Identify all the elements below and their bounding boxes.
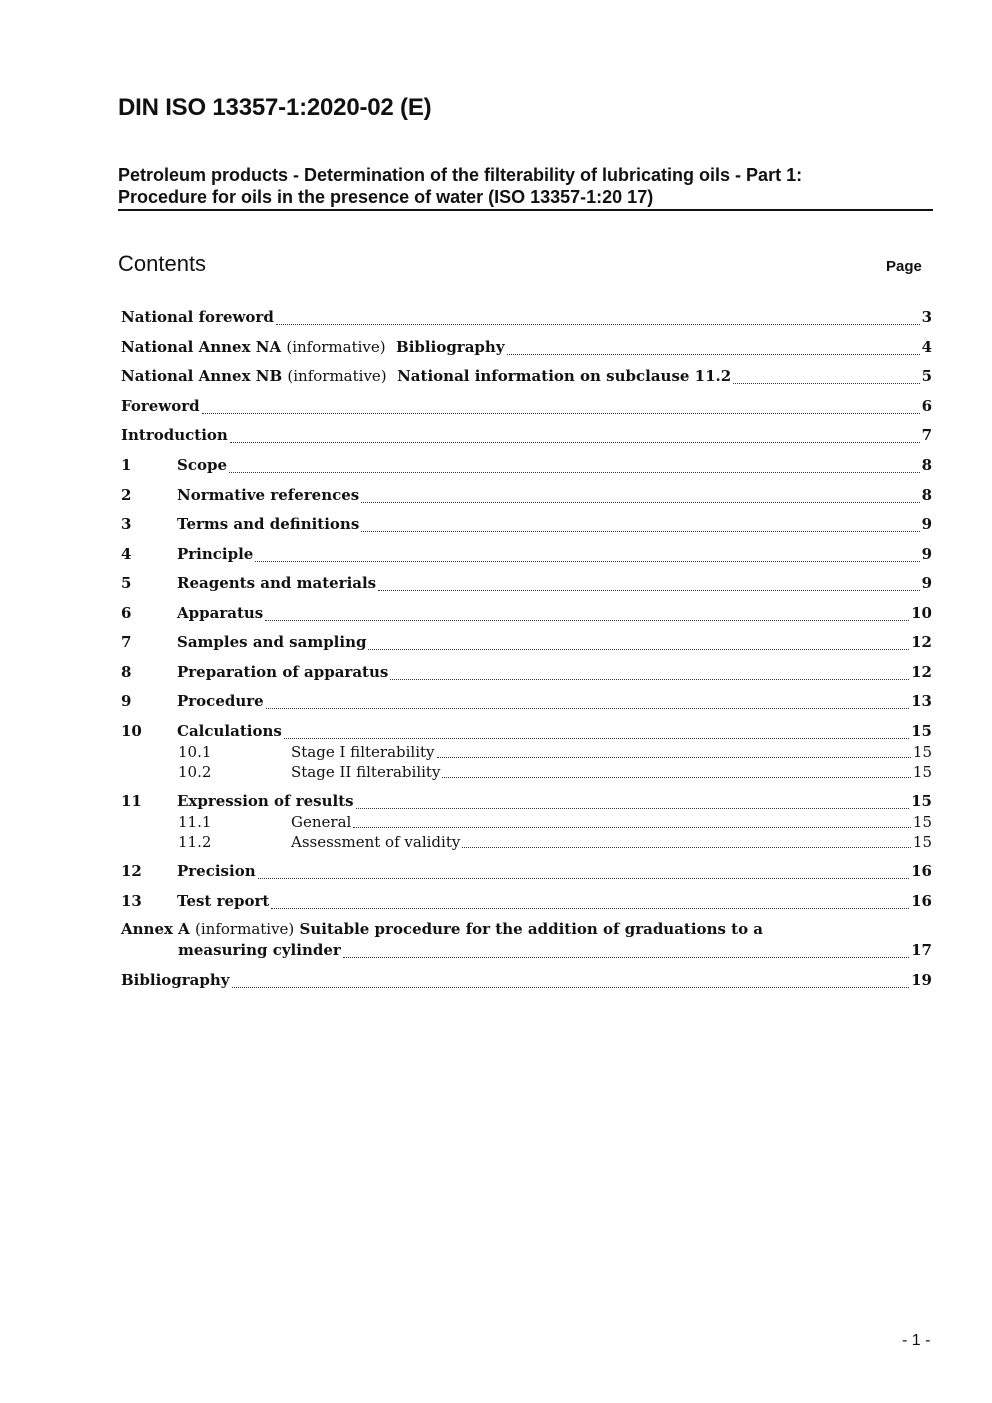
toc-entry-page: 16 [911, 862, 932, 880]
toc-entry-label: Stage I filterability [291, 743, 435, 761]
toc-entry-label: General [291, 813, 352, 831]
toc-entry-label: Samples and sampling [177, 633, 367, 651]
toc-entry-scope[interactable] [121, 456, 932, 478]
dot-leader [258, 877, 910, 879]
toc-entry-reagents-and-materials[interactable] [121, 574, 932, 596]
toc-entry-page: 17 [911, 941, 932, 959]
dot-leader [368, 648, 909, 650]
toc-entry-label: Precision [177, 862, 256, 880]
dot-leader [361, 501, 919, 503]
toc-entry-expression-of-results[interactable] [121, 792, 932, 814]
toc-entry-apparatus[interactable] [121, 604, 932, 626]
toc-entry-label: National Annex NA (informative) Bibliography [121, 338, 505, 356]
dot-leader [437, 756, 911, 758]
toc-entry-number: 6 [121, 604, 132, 622]
toc-entry-page: 9 [921, 545, 932, 563]
toc-entry-national-annex-nb[interactable] [121, 367, 932, 389]
toc-entry-samples-and-sampling[interactable] [121, 633, 932, 655]
toc-entry-number: 3 [121, 515, 132, 533]
toc-entry-annex-a[interactable] [121, 941, 932, 963]
dot-leader [230, 441, 920, 443]
toc-entry-principle[interactable] [121, 545, 932, 567]
toc-entry-label: Procedure [177, 692, 264, 710]
toc-entry-label: Expression of results [177, 792, 354, 810]
dot-leader [271, 907, 909, 909]
toc-entry-page: 16 [911, 892, 932, 910]
toc-entry-annex-a-line-1[interactable]: Annex A (informative) Suitable procedure for the addition of graduations to a [121, 920, 764, 938]
dot-leader [733, 382, 919, 384]
toc-entry-page: 15 [912, 743, 932, 761]
toc-entry-page: 7 [921, 426, 932, 444]
toc-entry-number: 2 [121, 486, 132, 504]
toc-entry-page: 5 [921, 367, 932, 385]
toc-entry-page: 15 [911, 722, 932, 740]
toc-entry-bibliography[interactable] [121, 971, 932, 993]
dot-leader [361, 530, 919, 532]
toc-entry-number: 10.1 [178, 743, 212, 761]
toc-entry-number: 1 [121, 456, 132, 474]
toc-subentry-stage-i-filterability[interactable] [121, 743, 932, 763]
dot-leader [265, 619, 909, 621]
dot-leader [255, 560, 919, 562]
toc-entry-page: 9 [921, 574, 932, 592]
toc-entry-terms-and-definitions[interactable] [121, 515, 932, 537]
toc-entry-number: 5 [121, 574, 132, 592]
dot-leader [462, 846, 911, 848]
toc-entry-number: 7 [121, 633, 132, 651]
subtitle-line-1: Petroleum products - Determination of the filterability of lubricating oils - Part 1: [118, 165, 803, 185]
toc-entry-foreword[interactable] [121, 397, 932, 419]
toc-entry-label: Scope [177, 456, 228, 474]
dot-leader [390, 678, 909, 680]
toc-entry-number: 11 [121, 792, 142, 810]
toc-entry-procedure[interactable] [121, 692, 932, 714]
dot-leader [276, 323, 920, 325]
dot-leader [442, 776, 910, 778]
toc-entry-number: 11.1 [178, 813, 212, 831]
toc-entry-label: Preparation of apparatus [177, 663, 389, 681]
dot-leader [353, 826, 911, 828]
dot-leader [343, 956, 909, 958]
toc-entry-page: 3 [921, 308, 932, 326]
page-column-heading: Page [886, 258, 922, 275]
toc-subentry-stage-ii-filterability[interactable] [121, 763, 932, 783]
toc-entry-page: 12 [911, 633, 932, 651]
document-subtitle [118, 164, 933, 211]
toc-entry-label: Foreword [121, 397, 200, 415]
toc-entry-label: Calculations [177, 722, 282, 740]
toc-entry-number: 8 [121, 663, 132, 681]
toc-entry-preparation-of-apparatus[interactable] [121, 663, 932, 685]
toc-entry-page: 15 [912, 813, 932, 831]
dot-leader [284, 737, 909, 739]
dot-leader [356, 807, 910, 809]
toc-entry-label: Normative references [177, 486, 360, 504]
toc-entry-test-report[interactable] [121, 892, 932, 914]
toc-entry-number: 10 [121, 722, 142, 740]
toc-entry-number: 12 [121, 862, 142, 880]
toc-entry-national-foreword[interactable] [121, 308, 932, 330]
toc-entry-page: 8 [921, 456, 932, 474]
toc-entry-label: measuring cylinder [178, 941, 341, 959]
toc-entry-label: Apparatus [177, 604, 264, 622]
document-title: DIN ISO 13357-1:2020-02 (E) [118, 94, 432, 121]
toc-entry-label: Bibliography [121, 971, 230, 989]
toc-entry-label: National foreword [121, 308, 274, 326]
toc-entry-page: 15 [911, 792, 932, 810]
toc-entry-number: 11.2 [178, 833, 212, 851]
dot-leader [202, 412, 920, 414]
toc-subentry-general[interactable] [121, 813, 932, 833]
toc-entry-page: 6 [921, 397, 932, 415]
dot-leader [507, 353, 920, 355]
toc-entry-label: Test report [177, 892, 270, 910]
toc-entry-label: Principle [177, 545, 254, 563]
toc-entry-national-annex-na[interactable] [121, 338, 932, 360]
toc-entry-label: Stage II filterability [291, 763, 441, 781]
contents-heading: Contents [118, 251, 207, 276]
toc-entry-page: 15 [912, 833, 932, 851]
toc-entry-label: Terms and definitions [177, 515, 360, 533]
toc-entry-page: 10 [911, 604, 932, 622]
toc-entry-number: 10.2 [178, 763, 212, 781]
toc-entry-number: 9 [121, 692, 132, 710]
toc-entry-number: 4 [121, 545, 132, 563]
toc-entry-label: Assessment of validity [291, 833, 461, 851]
toc-entry-introduction[interactable] [121, 426, 932, 448]
toc-entry-label: Introduction [121, 426, 228, 444]
toc-entry-normative-references[interactable] [121, 486, 932, 508]
toc-entry-page: 8 [921, 486, 932, 504]
subtitle-line-2: Procedure for oils in the presence of water (ISO 13357-1:20 17) [118, 187, 654, 207]
dot-leader [378, 589, 919, 591]
dot-leader [266, 707, 909, 709]
toc-entry-calculations[interactable] [121, 722, 932, 744]
toc-entry-page: 15 [912, 763, 932, 781]
toc-entry-page: 4 [921, 338, 932, 356]
dot-leader [229, 471, 920, 473]
toc-subentry-assessment-of-validity[interactable] [121, 833, 932, 853]
toc-entry-label: National Annex NB (informative) National information on subclause 11.2 [121, 367, 732, 385]
toc-entry-label: Reagents and materials [177, 574, 377, 592]
toc-entry-page: 13 [911, 692, 932, 710]
page-number: - 1 - [902, 1332, 931, 1349]
toc-entry-page: 12 [911, 663, 932, 681]
dot-leader [232, 986, 910, 988]
toc-entry-precision[interactable] [121, 862, 932, 884]
toc-entry-page: 19 [911, 971, 932, 989]
toc-entry-number: 13 [121, 892, 142, 910]
toc-entry-page: 9 [921, 515, 932, 533]
